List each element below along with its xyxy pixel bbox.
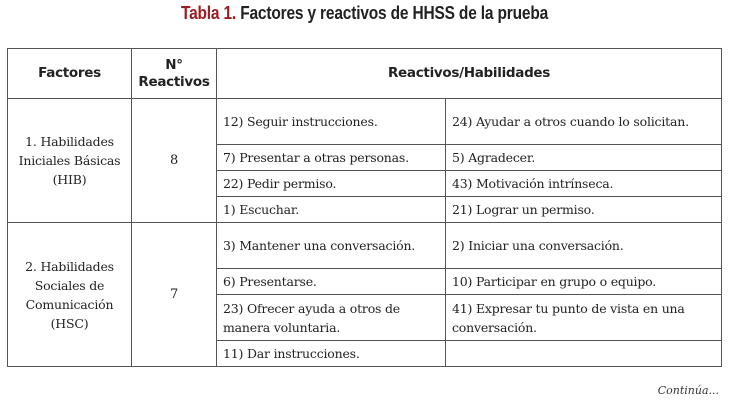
table-row — [8, 99, 722, 145]
reactivo-cell: 22) Pedir permiso. — [217, 171, 446, 197]
header-n-reactivos: N° Reactivos — [132, 49, 217, 99]
reactivo-cell: 10) Participar en grupo o equipo. — [446, 269, 722, 295]
table-title-text: Factores y reactivos de HHSS de la prueba — [240, 3, 549, 23]
reactivo-cell: 2) Iniciar una conversación. — [446, 223, 722, 269]
reactivo-cell: 11) Dar instrucciones. — [217, 341, 446, 367]
reactivo-cell: 21) Lograr un permiso. — [446, 197, 722, 223]
reactivo-cell: 5) Agradecer. — [446, 145, 722, 171]
reactivo-cell: 3) Mantener una conversación. — [217, 223, 446, 269]
reactivo-cell: 7) Presentar a otras personas. — [217, 145, 446, 171]
header-reactivos: Reactivos/Habilidades — [217, 49, 722, 99]
reactivo-cell — [446, 341, 722, 367]
table-title — [51, 0, 678, 28]
factor-cell: 2. Habilidades Sociales de Comunicación (HSC) — [8, 223, 132, 367]
reactivo-cell: 6) Presentarse. — [217, 269, 446, 295]
table-header-row — [8, 49, 722, 99]
reactivo-cell: 24) Ayudar a otros cuando lo solicitan. — [446, 99, 722, 145]
table-row — [8, 223, 722, 269]
count-cell: 8 — [132, 99, 217, 223]
reactivo-cell: 43) Motivación intrínseca. — [446, 171, 722, 197]
count-cell: 7 — [132, 223, 217, 367]
factor-cell: 1. Habilidades Iniciales Básicas (HIB) — [8, 99, 132, 223]
table-title-label: Tabla 1. — [180, 3, 237, 23]
continues-note: Continúa... — [657, 384, 719, 397]
reactivo-cell: 1) Escuchar. — [217, 197, 446, 223]
header-factores: Factores — [8, 49, 132, 99]
skills-table — [7, 48, 722, 367]
reactivo-cell: 23) Ofrecer ayuda a otros de manera voluntaria. — [217, 295, 446, 341]
reactivo-cell: 12) Seguir instrucciones. — [217, 99, 446, 145]
reactivo-cell: 41) Expresar tu punto de vista en una conversación. — [446, 295, 722, 341]
